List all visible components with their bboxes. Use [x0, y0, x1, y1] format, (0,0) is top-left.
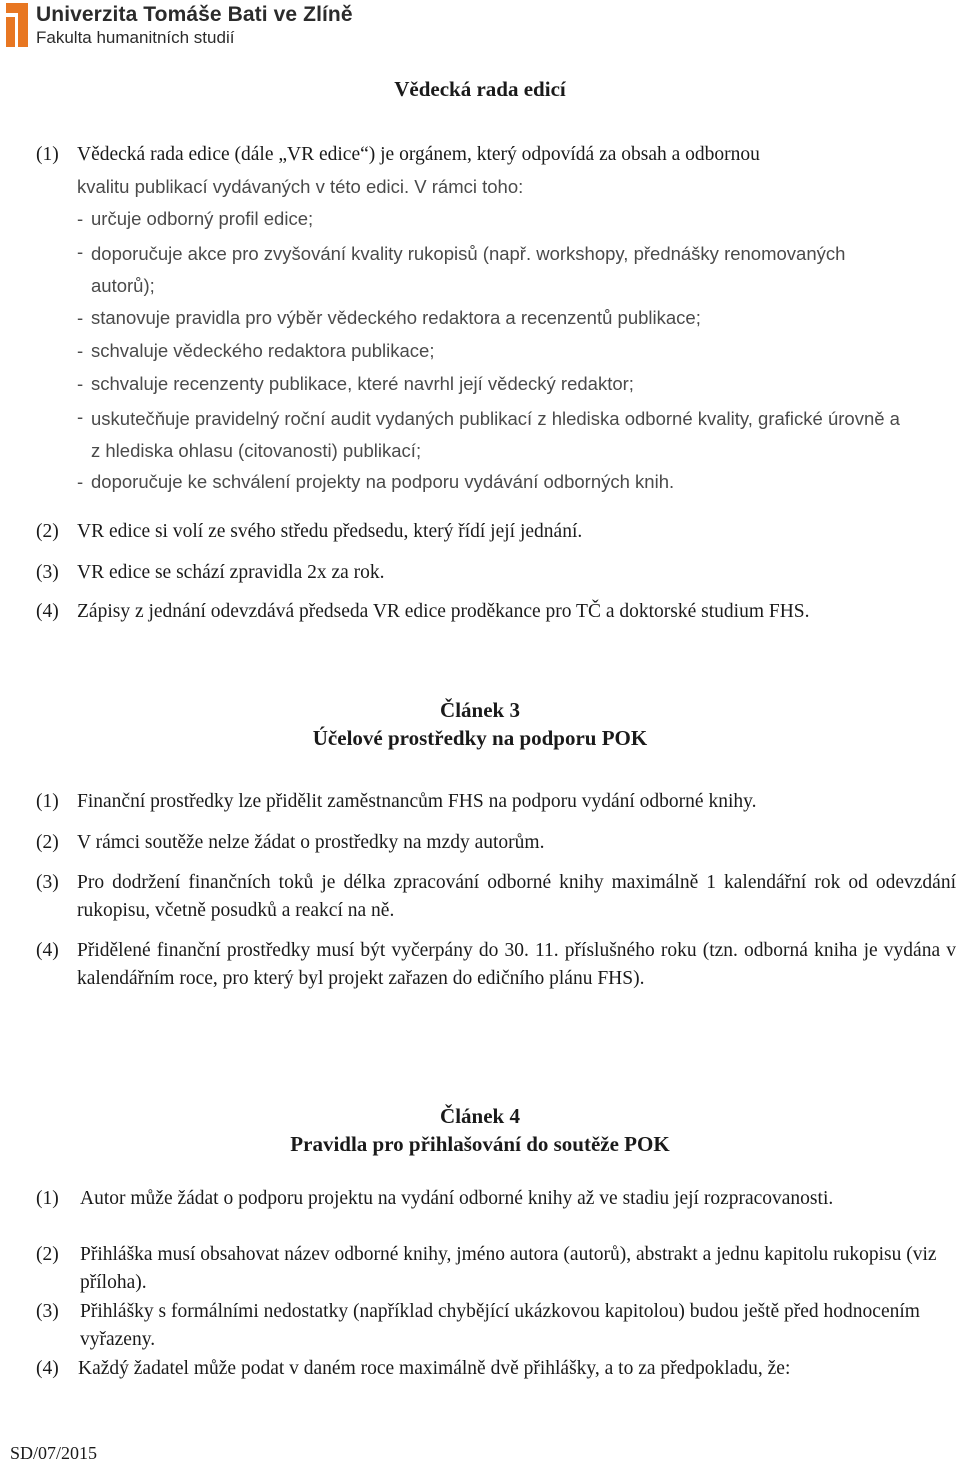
- logo-mark-icon: [6, 3, 28, 47]
- vr-p1-line2: kvalitu publikací vydávaných v této edici. V rámci toho:: [77, 176, 524, 197]
- article3-title: Účelové prostředky na podporu POK: [312, 726, 648, 750]
- article3-heading: Článek 3: [440, 698, 520, 722]
- vr-p1-line1: Vědecká rada edice (dále „VR edice“) je orgánem, který odpovídá za obsah a odbornou: [77, 144, 760, 165]
- document-code: SD/07/2015: [10, 1443, 98, 1463]
- article4-title: Pravidla pro přihlašování do soutěže POK: [290, 1132, 670, 1156]
- paragraph-number: (1): [36, 144, 59, 165]
- university-logo: [6, 3, 353, 48]
- faculty-name: Fakulta humanitních studií: [36, 28, 235, 47]
- vr-bullet-list: - určuje odborný profil edice; - doporučuje akce pro zvyšování kvality rukopisů (např. workshopy, přednášky renomovaných autorů); - stanovuje pravidla pro výběr vědeckého redaktora a recenzentů publikace; - schvaluje vědeckého redaktora publikace; - schvaluje recenzenty publikace, které navrhl její vědecký redaktor; - uskutečňuje pravidelný roční audit vydaných publikací z hlediska odborné kvality, grafické úrovně a z hlediska ohlasu (citovanosti) publikací; - doporučuje ke schválení projekty na podporu vydávání odborných knih.: [77, 208, 900, 492]
- article4-heading: Článek 4: [440, 1104, 520, 1128]
- section-title-vr: Vědecká rada edicí: [394, 77, 566, 101]
- vr-paragraph-4: (4) Zápisy z jednání odevzdává předseda VR edice proděkance pro TČ a doktorské studium FHS.: [36, 601, 810, 622]
- university-name: Univerzita Tomáše Bati ve Zlíně: [36, 3, 353, 26]
